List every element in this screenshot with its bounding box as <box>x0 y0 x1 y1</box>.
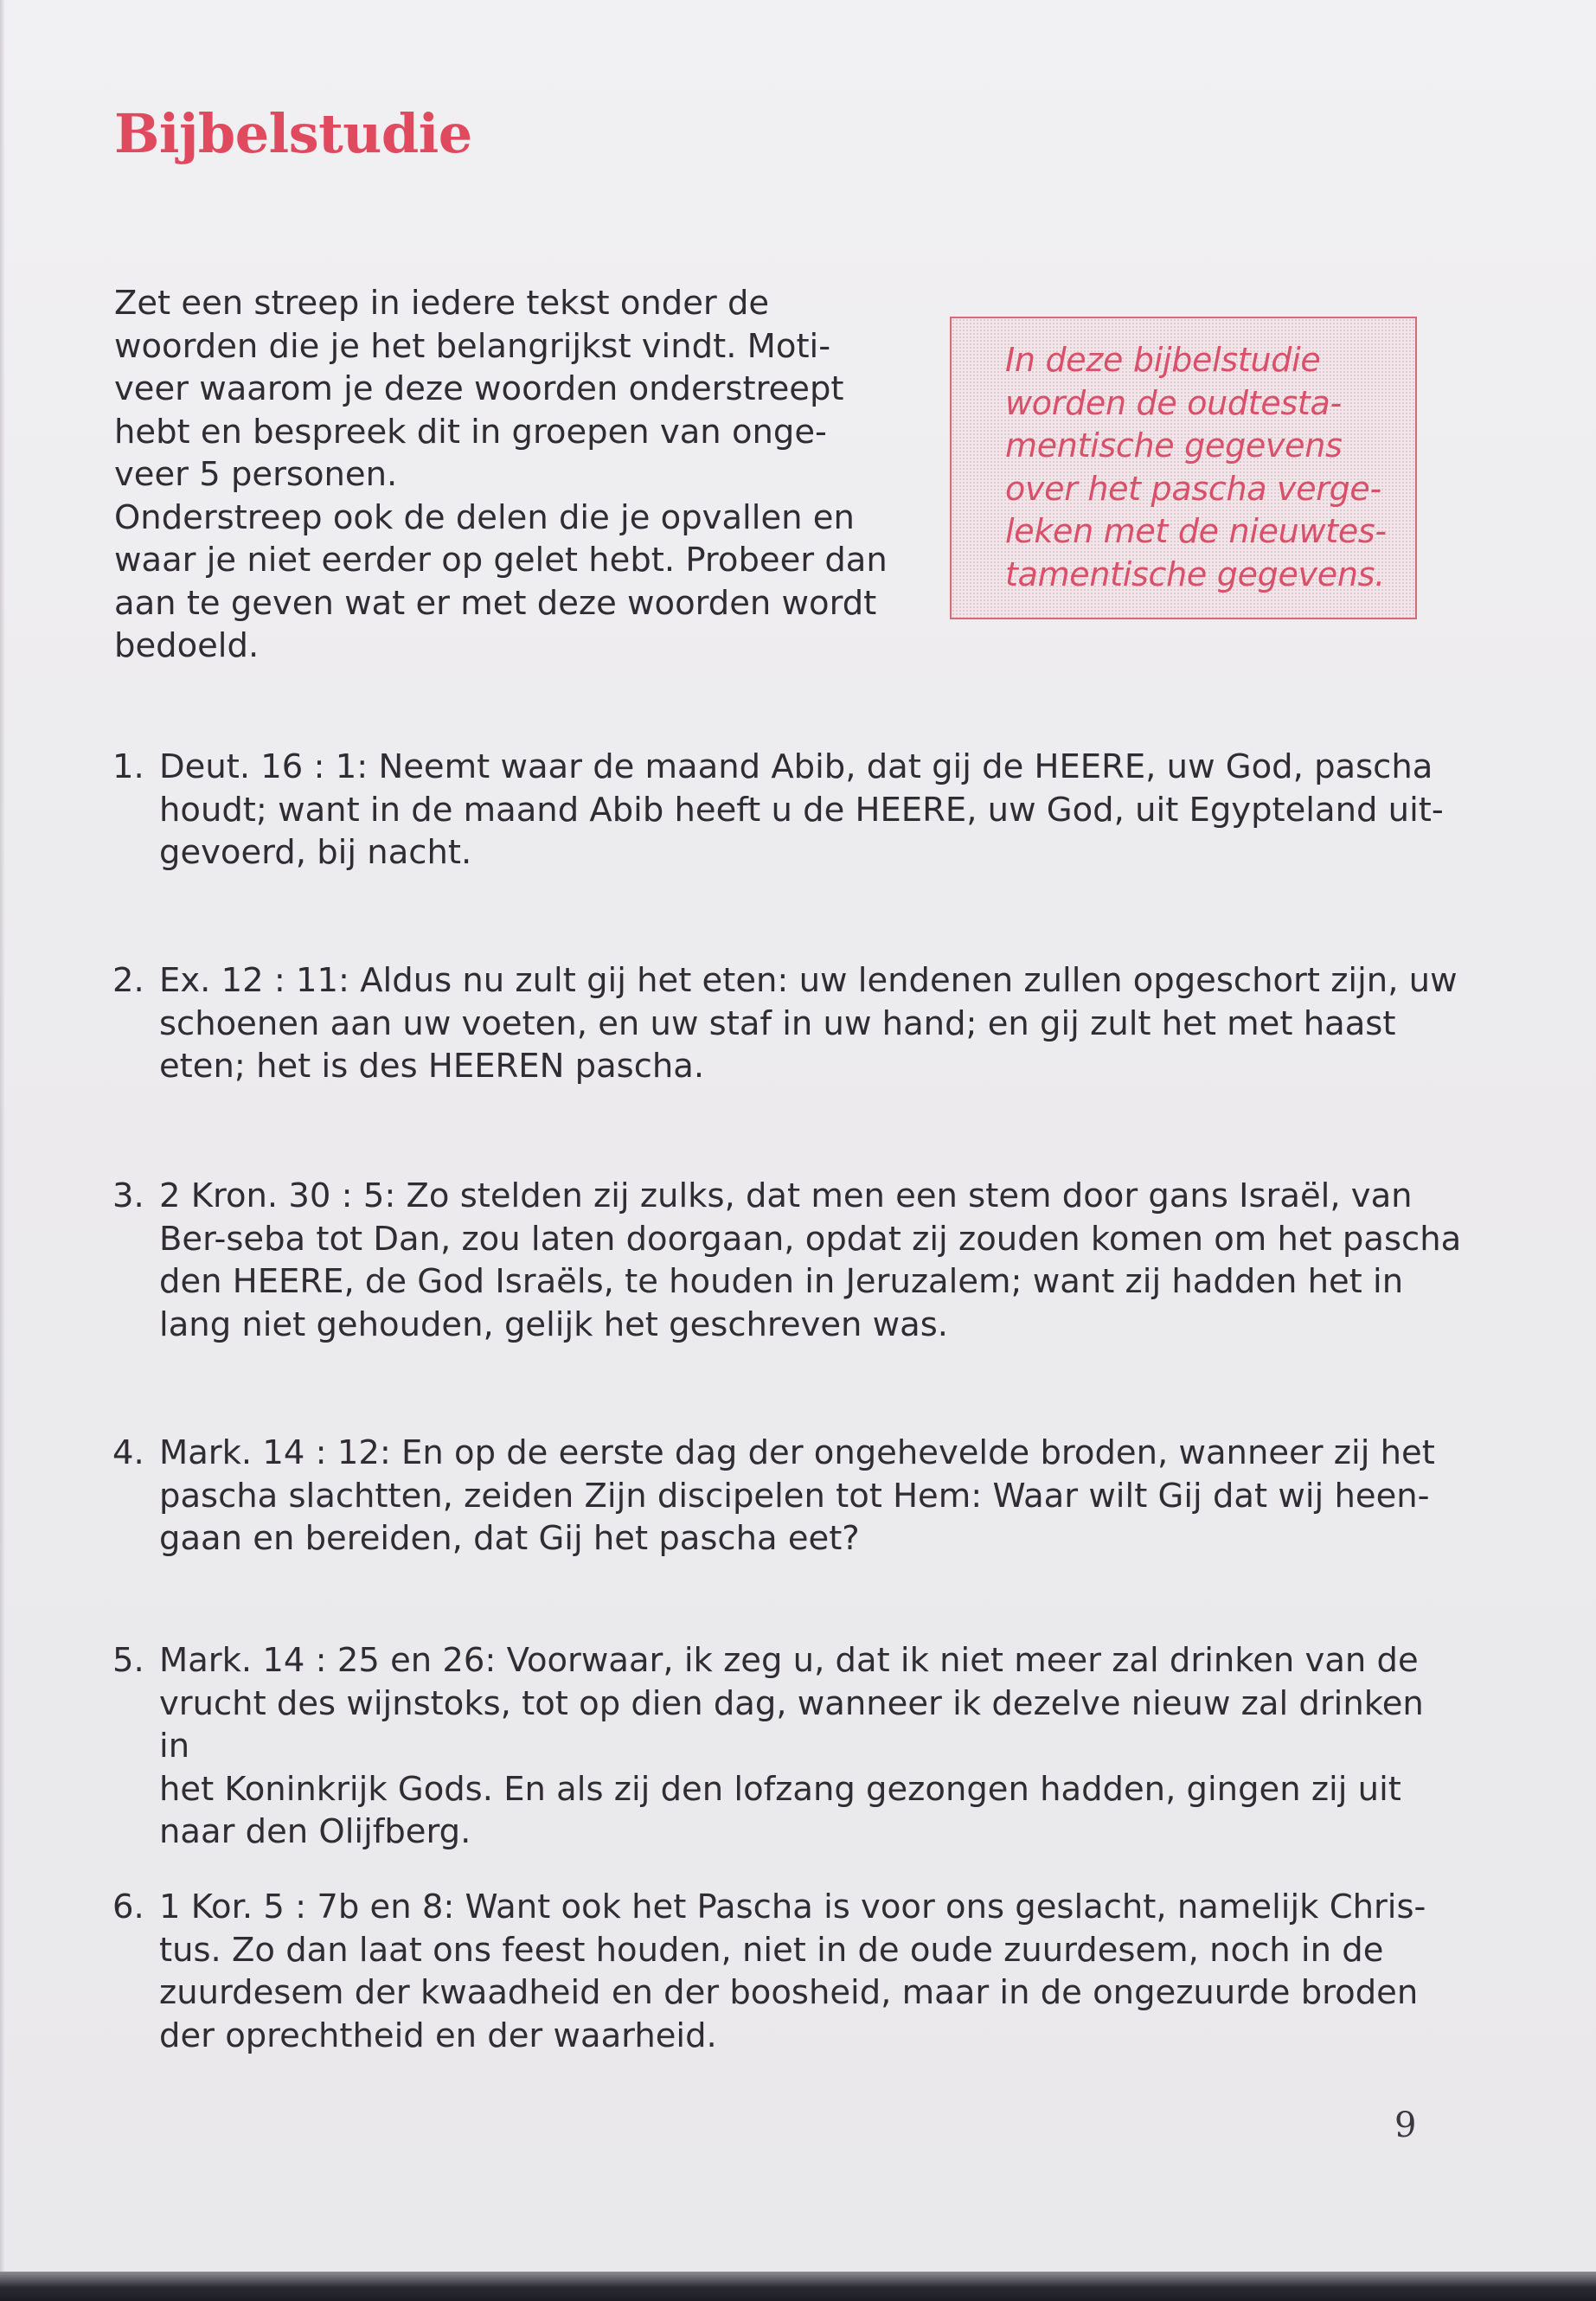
verse-line: zuurdesem der kwaadheid en der boosheid, maar in de ongezuurde broden <box>159 1973 1419 2012</box>
callout-line: worden de oudtesta- <box>1005 383 1342 422</box>
verse-text <box>159 1432 1462 1561</box>
intro-line: hebt en bespreek dit in groepen van onge- <box>114 412 827 452</box>
intro-line: bedoeld. <box>114 626 260 665</box>
verse-text <box>159 959 1462 1088</box>
verse-text <box>159 746 1462 875</box>
verse-line: het Koninkrijk Gods. En als zij den lofzang gezongen hadden, gingen zij uit <box>159 1769 1401 1809</box>
verse-number: 6. <box>112 1888 144 1926</box>
verse-line: tus. Zo dan laat ons feest houden, niet in de oude zuurdesem, noch in de <box>159 1930 1384 1970</box>
verse-line: Ex. 12 : 11: Aldus nu zult gij het eten: uw lendenen zullen opgeschort zijn, uw <box>159 961 1458 1000</box>
intro-line: Zet een streep in iedere tekst onder de <box>114 284 770 323</box>
verse-number: 4. <box>112 1433 144 1472</box>
verse-text <box>159 1175 1462 1346</box>
callout-line: mentische gegevens <box>1005 426 1343 465</box>
page-number: 9 <box>1394 2106 1417 2145</box>
verse-line: lang niet gehouden, gelijk het geschreven was. <box>159 1304 949 1344</box>
verse-line: Mark. 14 : 12: En op de eerste dag der ongehevelde broden, wanneer zij het <box>159 1433 1435 1472</box>
verse-line: 2 Kron. 30 : 5: Zo stelden zij zulks, dat men een stem door gans Israël, van <box>159 1176 1413 1215</box>
verse-line: houdt; want in de maand Abib heeft u de HEERE, uw God, uit Egypteland uit- <box>159 790 1444 830</box>
intro-line: veer waarom je deze woorden onderstreept <box>114 369 844 408</box>
intro-line: woorden die je het belangrijkst vindt. Moti- <box>114 326 831 366</box>
verse-line: 1 Kor. 5 : 7b en 8: Want ook het Pascha is voor ons geslacht, namelijk Chris- <box>159 1888 1426 1926</box>
verse-item <box>112 959 1462 1088</box>
verse-item <box>112 1175 1462 1346</box>
verse-line: Mark. 14 : 25 en 26: Voorwaar, ik zeg u, dat ik niet meer zal drinken van de <box>159 1641 1419 1680</box>
verse-line: gaan en bereiden, dat Gij het pascha eet? <box>159 1519 860 1558</box>
verse-line: eten; het is des HEEREN pascha. <box>159 1047 705 1086</box>
page-bottom-edge <box>0 2272 1596 2301</box>
intro-paragraph <box>114 282 893 668</box>
page-title: Bijbelstudie <box>114 102 472 165</box>
callout-line: tamentische gegevens. <box>1005 554 1385 593</box>
verse-line: schoenen aan uw voeten, en uw staf in uw hand; en gij zult het met haast <box>159 1003 1396 1043</box>
verse-line: vrucht des wijnstoks, tot op dien dag, wanneer ik dezelve nieuw zal drinken in <box>159 1683 1424 1766</box>
callout-line: over het pascha verge- <box>1005 469 1381 508</box>
verse-text <box>159 1886 1462 2057</box>
callout-line: In deze bijbelstudie <box>1005 341 1321 379</box>
intro-line: Onderstreep ook de delen die je opvallen en <box>114 497 855 537</box>
verse-line: Deut. 16 : 1: Neemt waar de maand Abib, dat gij de HEERE, uw God, pascha <box>159 747 1433 786</box>
callout-line: leken met de nieuwtes- <box>1005 512 1387 550</box>
verse-line: naar den Olijfberg. <box>159 1812 471 1851</box>
verse-item <box>112 1886 1462 2057</box>
verse-number: 5. <box>112 1641 144 1680</box>
verse-item <box>112 1432 1462 1561</box>
intro-line: waar je niet eerder op gelet hebt. Probeer dan <box>114 541 888 580</box>
verse-text <box>159 1639 1462 1854</box>
verse-line: Ber-seba tot Dan, zou laten doorgaan, opdat zij zouden komen om het pascha <box>159 1219 1462 1259</box>
verse-number: 3. <box>112 1176 144 1215</box>
verse-line: pascha slachtten, zeiden Zijn discipelen tot Hem: Waar wilt Gij dat wij heen- <box>159 1476 1430 1516</box>
verse-item <box>112 746 1462 875</box>
callout-box <box>950 317 1417 619</box>
page-left-shadow <box>0 0 5 2272</box>
verse-line: der oprechtheid en der waarheid. <box>159 2016 717 2055</box>
verse-line: den HEERE, de God Israëls, te houden in Jeruzalem; want zij hadden het in <box>159 1262 1404 1301</box>
verse-number: 1. <box>112 747 144 786</box>
verse-line: gevoerd, bij nacht. <box>159 833 472 872</box>
intro-line: aan te geven wat er met deze woorden wordt <box>114 583 877 623</box>
verse-item <box>112 1639 1462 1854</box>
intro-line: veer 5 personen. <box>114 455 398 494</box>
verse-number: 2. <box>112 961 144 1000</box>
